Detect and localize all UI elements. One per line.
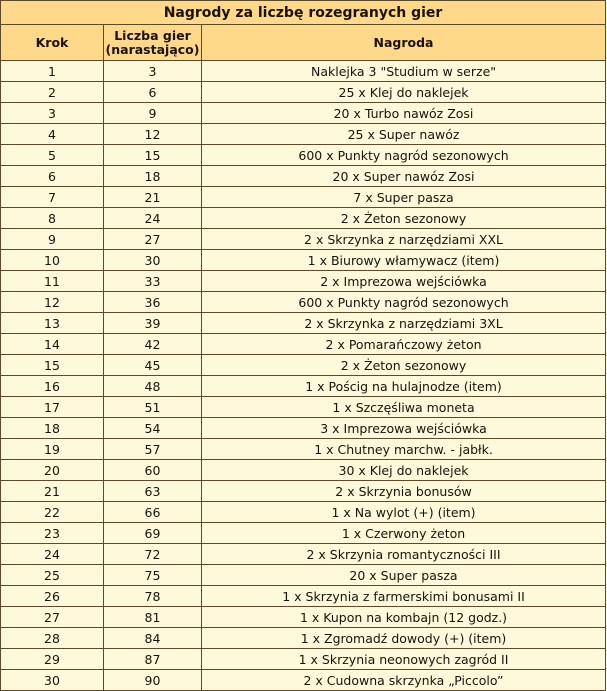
cell-games: 90 (104, 670, 202, 691)
table-row (1, 460, 606, 481)
cell-games: 84 (104, 628, 202, 649)
table-row (1, 271, 606, 292)
table-row (1, 439, 606, 460)
table-row (1, 628, 606, 649)
cell-reward: 20 x Turbo nawóz Zosi (202, 103, 606, 124)
cell-reward: 2 x Pomarańczowy żeton (202, 334, 606, 355)
cell-step: 19 (1, 439, 104, 460)
cell-games: 21 (104, 187, 202, 208)
cell-reward: 3 x Imprezowa wejściówka (202, 418, 606, 439)
cell-games: 81 (104, 607, 202, 628)
cell-games: 78 (104, 586, 202, 607)
cell-step: 16 (1, 376, 104, 397)
cell-games: 66 (104, 502, 202, 523)
cell-step: 14 (1, 334, 104, 355)
header-games-line1: Liczba gier (114, 27, 191, 43)
cell-step: 25 (1, 565, 104, 586)
cell-step: 2 (1, 82, 104, 103)
cell-step: 15 (1, 355, 104, 376)
cell-reward: 25 x Super nawóz (202, 124, 606, 145)
cell-step: 21 (1, 481, 104, 502)
cell-step: 6 (1, 166, 104, 187)
cell-step: 5 (1, 145, 104, 166)
table-row (1, 607, 606, 628)
table-body (1, 61, 606, 691)
cell-games: 3 (104, 61, 202, 82)
table-row (1, 649, 606, 670)
table-row (1, 229, 606, 250)
cell-step: 29 (1, 649, 104, 670)
table-row (1, 145, 606, 166)
cell-step: 24 (1, 544, 104, 565)
cell-step: 10 (1, 250, 104, 271)
table-row (1, 61, 606, 82)
cell-reward: 1 x Biurowy włamywacz (item) (202, 250, 606, 271)
cell-reward: 1 x Zgromadź dowody (+) (item) (202, 628, 606, 649)
table-row (1, 565, 606, 586)
table-row (1, 670, 606, 691)
cell-games: 18 (104, 166, 202, 187)
cell-games: 9 (104, 103, 202, 124)
cell-games: 51 (104, 397, 202, 418)
cell-step: 28 (1, 628, 104, 649)
table-row (1, 82, 606, 103)
cell-games: 63 (104, 481, 202, 502)
cell-games: 45 (104, 355, 202, 376)
cell-games: 24 (104, 208, 202, 229)
cell-step: 13 (1, 313, 104, 334)
cell-reward: 1 x Chutney marchw. - jabłk. (202, 439, 606, 460)
cell-reward: 1 x Skrzynia neonowych zagród II (202, 649, 606, 670)
cell-games: 60 (104, 460, 202, 481)
cell-games: 6 (104, 82, 202, 103)
header-row (1, 25, 606, 61)
header-step: Krok (1, 25, 104, 61)
cell-step: 26 (1, 586, 104, 607)
cell-games: 27 (104, 229, 202, 250)
cell-reward: 2 x Żeton sezonowy (202, 355, 606, 376)
table-row (1, 313, 606, 334)
cell-reward: 600 x Punkty nagród sezonowych (202, 145, 606, 166)
table-row (1, 124, 606, 145)
cell-reward: 1 x Pościg na hulajnodze (item) (202, 376, 606, 397)
table-row (1, 544, 606, 565)
cell-reward: 2 x Skrzynia bonusów (202, 481, 606, 502)
cell-reward: 2 x Skrzynka z narzędziami XXL (202, 229, 606, 250)
cell-reward: 25 x Klej do naklejek (202, 82, 606, 103)
table-row (1, 397, 606, 418)
cell-step: 27 (1, 607, 104, 628)
cell-step: 23 (1, 523, 104, 544)
cell-step: 3 (1, 103, 104, 124)
cell-reward: 30 x Klej do naklejek (202, 460, 606, 481)
cell-games: 12 (104, 124, 202, 145)
table-row (1, 250, 606, 271)
table-row (1, 355, 606, 376)
table-row (1, 481, 606, 502)
cell-reward: 2 x Cudowna skrzynka „Piccolo” (202, 670, 606, 691)
table-title: Nagrody za liczbę rozegranych gier (1, 1, 606, 25)
cell-reward: 20 x Super nawóz Zosi (202, 166, 606, 187)
table-row (1, 586, 606, 607)
table-row (1, 502, 606, 523)
cell-step: 20 (1, 460, 104, 481)
cell-games: 30 (104, 250, 202, 271)
cell-reward: 1 x Na wylot (+) (item) (202, 502, 606, 523)
cell-reward: 1 x Czerwony żeton (202, 523, 606, 544)
header-reward: Nagroda (202, 25, 606, 61)
cell-step: 11 (1, 271, 104, 292)
cell-games: 69 (104, 523, 202, 544)
cell-games: 48 (104, 376, 202, 397)
cell-games: 15 (104, 145, 202, 166)
table-row (1, 334, 606, 355)
table-row (1, 103, 606, 124)
cell-games: 42 (104, 334, 202, 355)
table-row (1, 376, 606, 397)
cell-step: 22 (1, 502, 104, 523)
cell-reward: 2 x Skrzynka z narzędziami 3XL (202, 313, 606, 334)
cell-games: 75 (104, 565, 202, 586)
cell-step: 7 (1, 187, 104, 208)
cell-reward: 7 x Super pasza (202, 187, 606, 208)
table-row (1, 166, 606, 187)
cell-games: 72 (104, 544, 202, 565)
cell-reward: 600 x Punkty nagród sezonowych (202, 292, 606, 313)
table-row (1, 418, 606, 439)
cell-step: 1 (1, 61, 104, 82)
cell-games: 39 (104, 313, 202, 334)
cell-step: 9 (1, 229, 104, 250)
cell-step: 4 (1, 124, 104, 145)
cell-step: 8 (1, 208, 104, 229)
cell-step: 12 (1, 292, 104, 313)
cell-reward: 20 x Super pasza (202, 565, 606, 586)
table-row (1, 208, 606, 229)
cell-reward: 1 x Szczęśliwa moneta (202, 397, 606, 418)
cell-games: 87 (104, 649, 202, 670)
cell-reward: 2 x Skrzynia romantyczności III (202, 544, 606, 565)
cell-games: 54 (104, 418, 202, 439)
cell-step: 18 (1, 418, 104, 439)
table-row (1, 292, 606, 313)
table-row (1, 523, 606, 544)
cell-reward: 2 x Żeton sezonowy (202, 208, 606, 229)
table-row (1, 187, 606, 208)
cell-reward: 1 x Skrzynia z farmerskimi bonusami II (202, 586, 606, 607)
cell-reward: Naklejka 3 "Studium w serze" (202, 61, 606, 82)
cell-games: 57 (104, 439, 202, 460)
cell-reward: 1 x Kupon na kombajn (12 godz.) (202, 607, 606, 628)
header-games-line2: (narastająco) (105, 41, 200, 57)
header-games (104, 25, 202, 61)
cell-games: 33 (104, 271, 202, 292)
cell-reward: 2 x Imprezowa wejściówka (202, 271, 606, 292)
cell-step: 17 (1, 397, 104, 418)
cell-games: 36 (104, 292, 202, 313)
cell-step: 30 (1, 670, 104, 691)
